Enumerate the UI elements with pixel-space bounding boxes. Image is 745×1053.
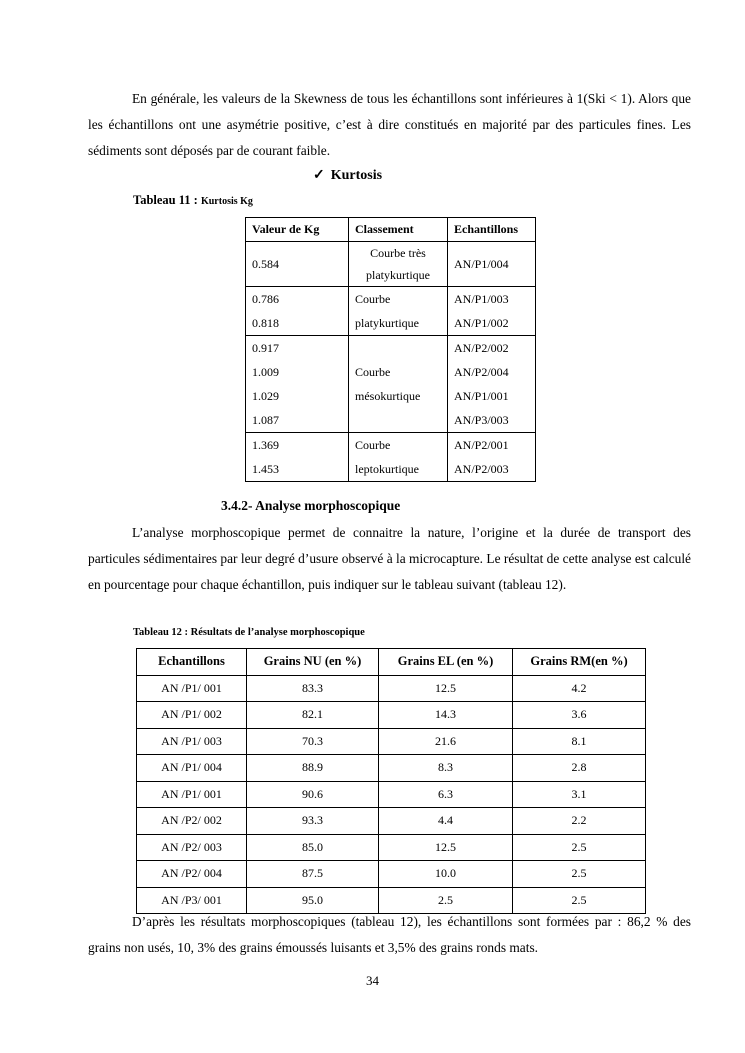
classement-cell [349, 242, 448, 287]
table-row [137, 755, 646, 782]
table-header-row [137, 649, 646, 676]
sample-id: AN/P2/001 [454, 438, 509, 452]
kg-value: 1.369 [252, 438, 279, 452]
el-cell: 14.3 [379, 702, 513, 729]
table-row [137, 728, 646, 755]
sample-cell: AN /P1/ 001 [137, 781, 247, 808]
classement-line: Courbe [355, 438, 391, 452]
sample-id: AN/P1/004 [454, 257, 509, 271]
column-header: Grains RM(en %) [513, 649, 646, 676]
kg-value: 1.087 [252, 413, 279, 427]
kg-value: 1.453 [252, 462, 279, 476]
classement-line: platykurtique [366, 268, 430, 282]
checkmark-icon: ✓ [313, 168, 325, 183]
el-cell: 12.5 [379, 675, 513, 702]
sample-id: AN/P1/001 [454, 389, 509, 403]
sample-cell: AN /P2/ 002 [137, 808, 247, 835]
classement-line: Courbe très [370, 246, 426, 260]
rm-cell: 2.2 [513, 808, 646, 835]
column-header: Grains NU (en %) [247, 649, 379, 676]
sample-cell: AN /P2/ 004 [137, 861, 247, 888]
table-row [137, 702, 646, 729]
el-cell: 2.5 [379, 887, 513, 914]
kg-value: 1.009 [252, 365, 279, 379]
column-header: Echantillons [448, 218, 536, 242]
column-header: Classement [349, 218, 448, 242]
sample-cell [448, 433, 536, 482]
kg-value-cell [246, 242, 349, 287]
el-cell: 8.3 [379, 755, 513, 782]
classement-line: platykurtique [355, 316, 419, 330]
sample-id: AN/P2/003 [454, 462, 509, 476]
classement-line: mésokurtique [355, 389, 421, 403]
sample-cell: AN /P1/ 002 [137, 702, 247, 729]
column-header: Valeur de Kg [246, 218, 349, 242]
classement-cell [349, 336, 448, 433]
rm-cell: 3.6 [513, 702, 646, 729]
table-row [137, 675, 646, 702]
nu-cell: 83.3 [247, 675, 379, 702]
table11-caption-label: Tableau 11 : [133, 193, 198, 207]
nu-cell: 70.3 [247, 728, 379, 755]
sample-cell: AN /P1/ 001 [137, 675, 247, 702]
classement-cell [349, 287, 448, 336]
table11-caption-title: Kurtosis Kg [200, 196, 253, 207]
sample-cell [448, 287, 536, 336]
section-title: 3.4.2- Analyse morphoscopique [221, 498, 401, 513]
classement-line: leptokurtique [355, 462, 419, 476]
nu-cell: 85.0 [247, 834, 379, 861]
table-row [246, 433, 536, 482]
sample-id: AN/P3/003 [454, 413, 509, 427]
el-cell: 21.6 [379, 728, 513, 755]
table-row [137, 781, 646, 808]
table-row [137, 861, 646, 888]
rm-cell: 8.1 [513, 728, 646, 755]
sample-id: AN/P1/002 [454, 316, 509, 330]
classement-cell [349, 433, 448, 482]
nu-cell: 88.9 [247, 755, 379, 782]
kg-value: 1.029 [252, 389, 279, 403]
el-cell: 4.4 [379, 808, 513, 835]
table-row [137, 834, 646, 861]
rm-cell: 2.5 [513, 887, 646, 914]
nu-cell: 93.3 [247, 808, 379, 835]
page-number: 34 [366, 973, 379, 988]
paragraph-conclusion: D’après les résultats morphoscopiques (tableau 12), les échantillons sont formées par : 86,2 % des grains non usés, 10, 3% des grains émoussés luisants et 3,5% des grains ronds mats. [88, 914, 691, 955]
kurtosis-table [245, 217, 536, 482]
rm-cell: 2.5 [513, 834, 646, 861]
column-header: Echantillons [137, 649, 247, 676]
kg-value: 0.818 [252, 316, 279, 330]
morphoscopy-table [136, 648, 646, 914]
table-row [246, 336, 536, 433]
classement-line: Courbe [355, 292, 391, 306]
table-row [137, 808, 646, 835]
rm-cell: 4.2 [513, 675, 646, 702]
table12-caption: Tableau 12 : Résultats de l’analyse morphoscopique [133, 627, 365, 638]
sample-cell: AN /P2/ 003 [137, 834, 247, 861]
rm-cell: 2.8 [513, 755, 646, 782]
el-cell: 6.3 [379, 781, 513, 808]
table11-caption [133, 193, 253, 208]
nu-cell: 90.6 [247, 781, 379, 808]
paragraph-morphoscopy: L’analyse morphoscopique permet de connaitre la nature, l’origine et la durée de transport des particules sédimentaires par leur degré d’usure observé à la microcapture. Le résultat de cette analyse est calculé en pourcentage pour chaque échantillon, puis indiquer sur le tableau suivant (tableau 12). [88, 525, 691, 592]
sample-cell: AN /P1/ 004 [137, 755, 247, 782]
table-row [246, 242, 536, 287]
el-cell: 10.0 [379, 861, 513, 888]
nu-cell: 82.1 [247, 702, 379, 729]
nu-cell: 87.5 [247, 861, 379, 888]
kurtosis-heading [313, 166, 382, 186]
kurtosis-heading-text: Kurtosis [330, 168, 383, 183]
table-header-row [246, 218, 536, 242]
nu-cell: 95.0 [247, 887, 379, 914]
rm-cell: 2.5 [513, 861, 646, 888]
kg-value-cell [246, 287, 349, 336]
kg-value: 0.786 [252, 292, 279, 306]
sample-cell [448, 242, 536, 287]
sample-id: AN/P1/003 [454, 292, 509, 306]
kg-value: 0.584 [252, 257, 279, 271]
column-header: Grains EL (en %) [379, 649, 513, 676]
sample-id: AN/P2/004 [454, 365, 509, 379]
sample-cell: AN /P1/ 003 [137, 728, 247, 755]
table-row [246, 287, 536, 336]
kg-value: 0.917 [252, 341, 279, 355]
rm-cell: 3.1 [513, 781, 646, 808]
el-cell: 12.5 [379, 834, 513, 861]
sample-id: AN/P2/002 [454, 341, 509, 355]
kg-value-cell [246, 433, 349, 482]
paragraph-skewness: En générale, les valeurs de la Skewness de tous les échantillons sont inférieures à 1(Ski < 1). Alors que les échantillons ont une asymétrie positive, c’est à dire constitués en majorité par des particules fines. Les sédiments sont déposés par de courant faible. [88, 91, 691, 158]
sample-cell: AN /P3/ 001 [137, 887, 247, 914]
kg-value-cell [246, 336, 349, 433]
classement-line: Courbe [355, 365, 391, 379]
sample-cell [448, 336, 536, 433]
